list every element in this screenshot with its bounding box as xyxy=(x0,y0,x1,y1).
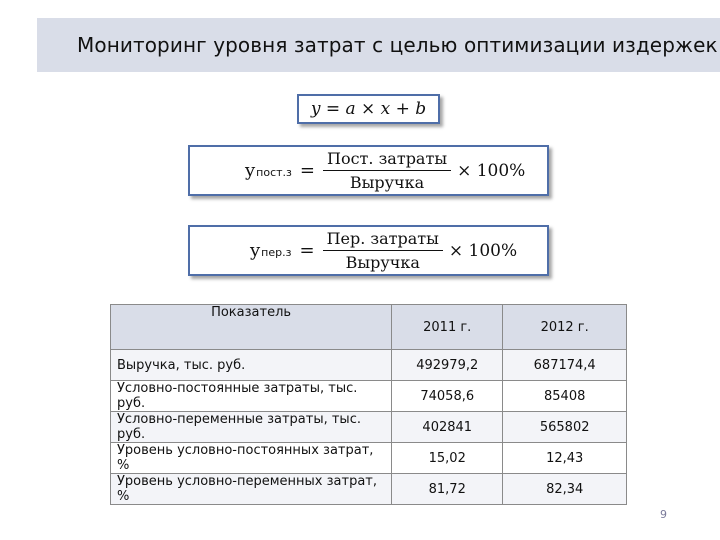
fixed-cost-fraction xyxy=(323,149,451,192)
value-2012: 565802 xyxy=(503,412,627,443)
variable-cost-numerator: Пер. затраты xyxy=(323,229,443,251)
variable-cost-multiplier: × 100% xyxy=(448,240,518,261)
row-label: Уровень условно-переменных затрат, % xyxy=(111,474,392,505)
row-label: Условно-постоянные затраты, тыс. руб. xyxy=(111,381,392,412)
row-label: Выручка, тыс. руб. xyxy=(111,350,392,381)
variable-cost-lhs-symbol: y xyxy=(250,240,261,261)
slide-title: Мониторинг уровня затрат с целью оптимизации издержек xyxy=(77,33,718,57)
table-row xyxy=(111,474,627,505)
fixed-cost-equals: = xyxy=(299,160,315,181)
fixed-cost-formula xyxy=(245,147,525,194)
value-2012: 82,34 xyxy=(503,474,627,505)
fixed-cost-numerator: Пост. затраты xyxy=(323,149,451,171)
fixed-cost-lhs-symbol: y xyxy=(245,160,256,181)
variable-cost-lhs-subscript: пер.з xyxy=(261,246,292,259)
variable-cost-equals: = xyxy=(299,240,315,261)
value-2012: 687174,4 xyxy=(503,350,627,381)
value-2011: 74058,6 xyxy=(392,381,503,412)
table-row xyxy=(111,381,627,412)
fixed-cost-formula-box xyxy=(188,145,549,196)
row-label: Уровень условно-постоянных затрат, % xyxy=(111,443,392,474)
variable-cost-fraction xyxy=(323,229,443,272)
cost-table xyxy=(110,304,627,505)
table-header-row xyxy=(111,305,627,350)
value-2011: 15,02 xyxy=(392,443,503,474)
variable-cost-lhs xyxy=(250,240,291,261)
variable-cost-denominator: Выручка xyxy=(345,253,420,272)
header-2011: 2011 г. xyxy=(392,305,503,350)
fixed-cost-denominator: Выручка xyxy=(349,173,425,192)
table-row xyxy=(111,350,627,381)
header-indicator: Показатель xyxy=(111,305,392,350)
page-number: 9 xyxy=(660,508,667,521)
linear-formula-box xyxy=(297,94,440,124)
variable-cost-formula-box xyxy=(188,225,549,276)
fixed-cost-lhs-subscript: пост.з xyxy=(256,166,292,179)
slide-title-bar xyxy=(37,18,720,72)
table-row xyxy=(111,443,627,474)
value-2011: 81,72 xyxy=(392,474,503,505)
value-2011: 492979,2 xyxy=(392,350,503,381)
variable-cost-formula xyxy=(250,227,517,274)
table-row xyxy=(111,412,627,443)
value-2011: 402841 xyxy=(392,412,503,443)
linear-formula: y = a × x + b xyxy=(310,99,427,119)
header-2012: 2012 г. xyxy=(503,305,627,350)
fixed-cost-multiplier: × 100% xyxy=(457,160,526,181)
value-2012: 85408 xyxy=(503,381,627,412)
fixed-cost-lhs xyxy=(245,160,292,181)
row-label: Условно-переменные затраты, тыс. руб. xyxy=(111,412,392,443)
value-2012: 12,43 xyxy=(503,443,627,474)
